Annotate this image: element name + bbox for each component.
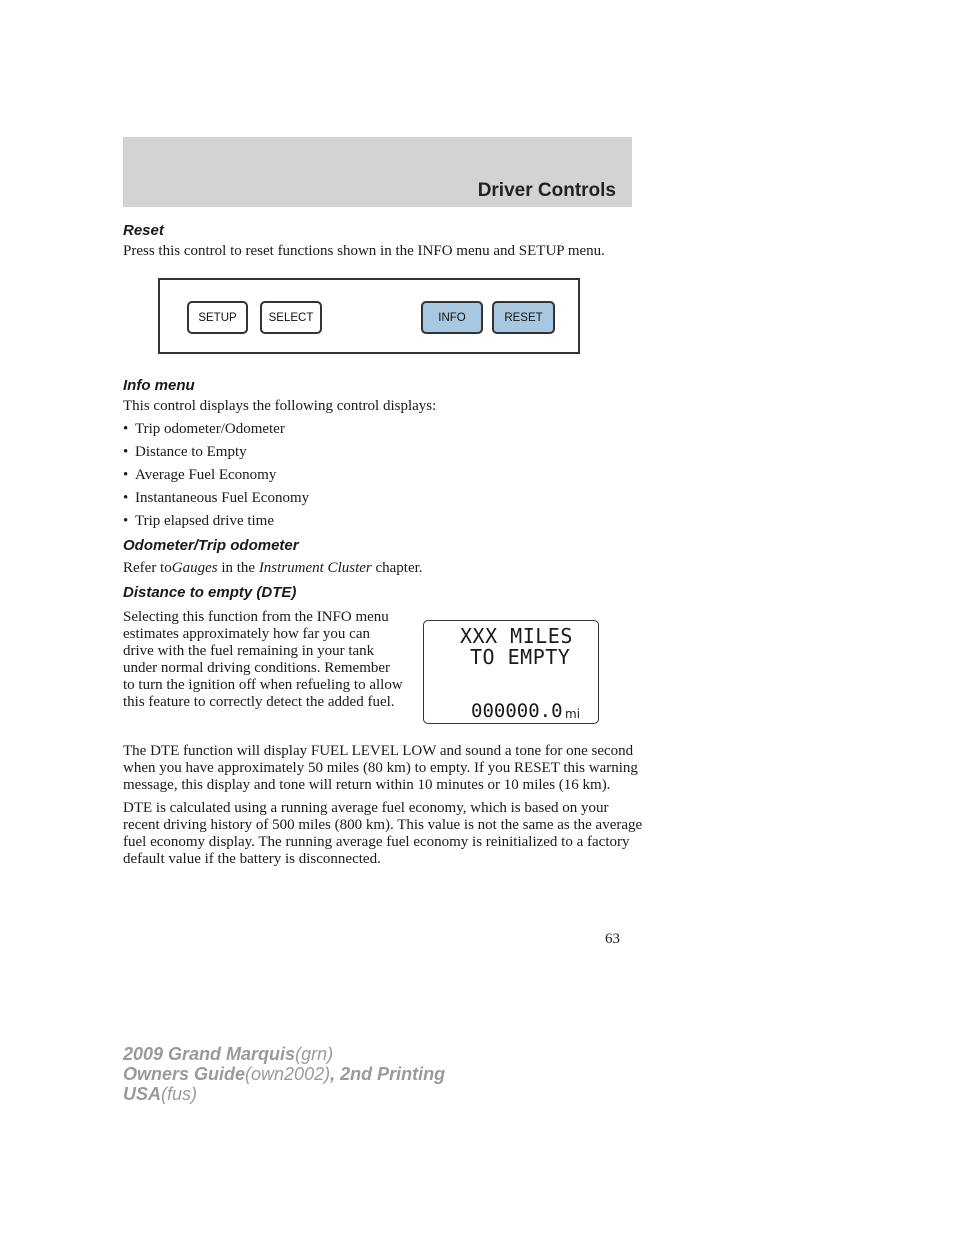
- list-item: • Trip elapsed drive time: [123, 513, 275, 529]
- list-item: • Instantaneous Fuel Economy: [123, 490, 310, 506]
- print-footer: 2009 Grand Marquis(grn) Owners Guide(own2002), 2nd Printing USA(fus): [123, 1044, 446, 1104]
- lcd-unit: mi: [565, 707, 581, 721]
- info-button: INFO: [421, 301, 483, 334]
- dte-text: Selecting this function from the INFO menu estimates approximately how far you can drive with the fuel remaining in your tank under normal driving conditions. Remember to turn the ignition off when refueling to allow this feature to correctly detect the added fuel.: [123, 609, 403, 710]
- select-button: SELECT: [260, 301, 322, 334]
- dte-paragraph-2: The DTE function will display FUEL LEVEL LOW and sound a tone for one second when you have approximately 50 miles (80 km) to empty. If you RESET this warning message, this display and tone will return within 10 minutes or 10 miles (16 km).: [123, 743, 638, 793]
- page-number: 63: [605, 931, 620, 947]
- odometer-heading: Odometer/Trip odometer: [123, 537, 299, 554]
- reset-heading: Reset: [123, 222, 164, 239]
- lcd-line-2: TO EMPTY: [470, 645, 571, 669]
- odometer-text: Refer toGauges in the Instrument Cluster chapter.: [123, 560, 423, 576]
- page-content: [123, 221, 643, 868]
- list-item: • Trip odometer/Odometer: [123, 421, 285, 437]
- dte-lcd-display: [423, 620, 599, 724]
- lcd-odometer: 000000.0: [471, 700, 563, 722]
- lcd-line-1: XXX MILES: [460, 624, 573, 648]
- info-menu-list: [123, 421, 643, 530]
- dte-paragraph-3: DTE is calculated using a running average fuel economy, which is based on your recent driving history of 500 miles (800 km). This value is not the same as the average fuel economy display. The running average fuel economy is reinitialized to a factory default value if the battery is disconnected.: [123, 800, 643, 867]
- control-buttons-figure: [158, 278, 580, 354]
- list-item: • Average Fuel Economy: [123, 467, 277, 483]
- header-band: [123, 137, 632, 207]
- reset-text: Press this control to reset functions shown in the INFO menu and SETUP menu.: [123, 243, 605, 259]
- info-menu-heading: Info menu: [123, 377, 195, 394]
- dte-heading: Distance to empty (DTE): [123, 584, 297, 601]
- info-menu-intro: This control displays the following control displays:: [123, 398, 437, 414]
- section-title: Driver Controls: [477, 180, 616, 201]
- dte-row: [123, 609, 643, 737]
- setup-button: SETUP: [187, 301, 248, 334]
- reset-button: RESET: [492, 301, 555, 334]
- list-item: • Distance to Empty: [123, 444, 247, 460]
